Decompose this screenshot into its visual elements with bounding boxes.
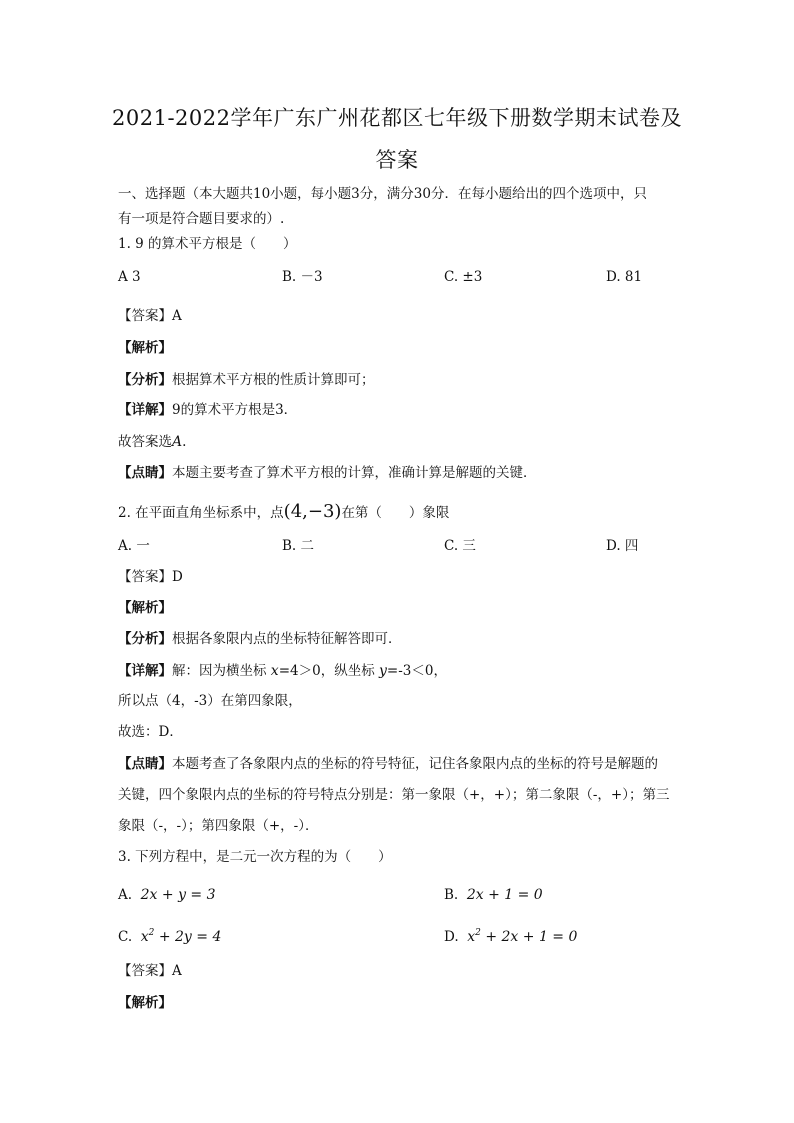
q3-option-c bbox=[118, 930, 221, 945]
q1-dianjing-text: 本题主要考查了算术平方根的计算，准确计算是解题的关键． bbox=[172, 465, 537, 481]
q2-fenxi-tag: 【分析】 bbox=[118, 631, 172, 647]
q3-option-d-rest: + 2x + 1 = 0 bbox=[480, 929, 578, 945]
q2-stem bbox=[118, 503, 449, 521]
q2-answer: 【答案】D bbox=[118, 569, 183, 585]
q1-conclusion-var: A bbox=[172, 434, 183, 450]
q1-dianjing bbox=[118, 467, 537, 481]
q3-answer: 【答案】A bbox=[118, 963, 182, 979]
q2-fenxi bbox=[118, 633, 402, 647]
q2-fenxi-text: 根据各象限内点的坐标特征解答即可． bbox=[172, 631, 402, 647]
q2-y-var: y bbox=[378, 663, 387, 679]
q3-option-b bbox=[444, 888, 543, 903]
q2-point: (4,−3) bbox=[283, 501, 342, 522]
q2-xiangjie-pre: 解：因为横坐标 bbox=[172, 663, 271, 679]
document-title-line2: 答案 bbox=[375, 148, 419, 172]
q1-xiangjie bbox=[118, 404, 297, 418]
section-heading-line2: 有一项是符合题目要求的）. bbox=[118, 211, 285, 227]
q1-fenxi bbox=[118, 374, 375, 388]
q1-option-b: B. －3 bbox=[282, 269, 323, 285]
q3-option-b-label: B. bbox=[444, 887, 459, 903]
q3-option-c-rest: + 2y = 4 bbox=[154, 929, 222, 945]
q1-option-c: C. ±3 bbox=[444, 269, 483, 285]
q3-option-d-sup: 2 bbox=[475, 928, 481, 938]
q3-jiexi: 【解析】 bbox=[118, 995, 172, 1011]
q1-answer: 【答案】A bbox=[118, 308, 182, 324]
q1-xiangjie-tag: 【详解】 bbox=[118, 402, 172, 418]
q1-stem: 1. 9 的算术平方根是（ ） bbox=[118, 236, 297, 252]
q2-dianjing-tag: 【点睛】 bbox=[118, 756, 172, 772]
q2-option-b: B. 二 bbox=[282, 538, 315, 554]
document-title-line1: 2021-2022学年广东广州花都区七年级下册数学期末试卷及 bbox=[112, 106, 682, 130]
q3-option-a-label: A. bbox=[118, 887, 133, 903]
q2-xiangjie-mid: =4＞0，纵坐标 bbox=[278, 663, 379, 679]
q2-dianjing-line2: 关键，四个象限内点的坐标的符号特点分别是：第一象限（+，+）；第二象限（-，+）；第三 bbox=[118, 787, 670, 803]
q2-option-a: A. 一 bbox=[118, 538, 150, 554]
q2-dianjing bbox=[118, 758, 658, 772]
q1-option-d: D. 81 bbox=[606, 269, 643, 285]
q2-xiangjie-tag: 【详解】 bbox=[118, 663, 172, 679]
q3-stem: 3. 下列方程中，是二元一次方程的为（ ） bbox=[118, 849, 392, 865]
q1-fenxi-text: 根据算术平方根的性质计算即可； bbox=[172, 372, 375, 388]
q2-line2: 所以点（4，-3）在第四象限， bbox=[118, 693, 302, 709]
q3-option-b-expr: 2x + 1 = 0 bbox=[466, 887, 543, 903]
q3-option-d bbox=[444, 930, 577, 945]
q3-option-c-expr bbox=[141, 929, 222, 945]
q2-xiangjie-post: =-3＜0， bbox=[386, 663, 447, 679]
q1-fenxi-tag: 【分析】 bbox=[118, 372, 172, 388]
q2-stem-post: 在第（ ）象限 bbox=[341, 505, 450, 521]
q3-option-c-sup: 2 bbox=[148, 928, 155, 938]
q3-option-d-label: D. bbox=[444, 929, 459, 945]
q2-stem-pre: 2. 在平面直角坐标系中，点 bbox=[118, 505, 284, 521]
q1-conclusion-post: . bbox=[182, 434, 187, 450]
q3-option-a-expr: 2x + y = 3 bbox=[140, 887, 216, 903]
q3-option-a bbox=[118, 888, 216, 903]
q1-dianjing-tag: 【点睛】 bbox=[118, 465, 172, 481]
q1-option-a: A 3 bbox=[118, 269, 141, 285]
q1-conclusion-pre: 故答案选 bbox=[118, 434, 172, 450]
q2-option-c: C. 三 bbox=[444, 538, 476, 554]
q1-jiexi: 【解析】 bbox=[118, 340, 172, 356]
q3-option-d-expr bbox=[467, 929, 577, 945]
q2-dianjing-text1: 本题考查了各象限内点的坐标的符号特征，记住各象限内点的坐标的符号是解题的 bbox=[172, 756, 658, 772]
q3-option-c-base: x bbox=[140, 929, 149, 945]
q2-dianjing-line3: 象限（-，-）；第四象限（+，-）． bbox=[118, 818, 319, 834]
section-heading-line1: 一、选择题（本大题共10小题，每小题3分，满分30分．在每小题给出的四个选项中，只 bbox=[118, 186, 647, 202]
q2-xiangjie bbox=[118, 664, 447, 679]
q3-option-c-label: C. bbox=[118, 929, 133, 945]
q1-conclusion bbox=[118, 435, 186, 450]
q1-xiangjie-text: 9的算术平方根是3． bbox=[172, 402, 298, 418]
q2-option-d: D. 四 bbox=[606, 538, 639, 554]
q2-jiexi: 【解析】 bbox=[118, 600, 172, 616]
q2-line3: 故选：D． bbox=[118, 724, 183, 740]
q3-option-d-base: x bbox=[467, 929, 476, 945]
q2-x-var: x bbox=[270, 663, 279, 679]
